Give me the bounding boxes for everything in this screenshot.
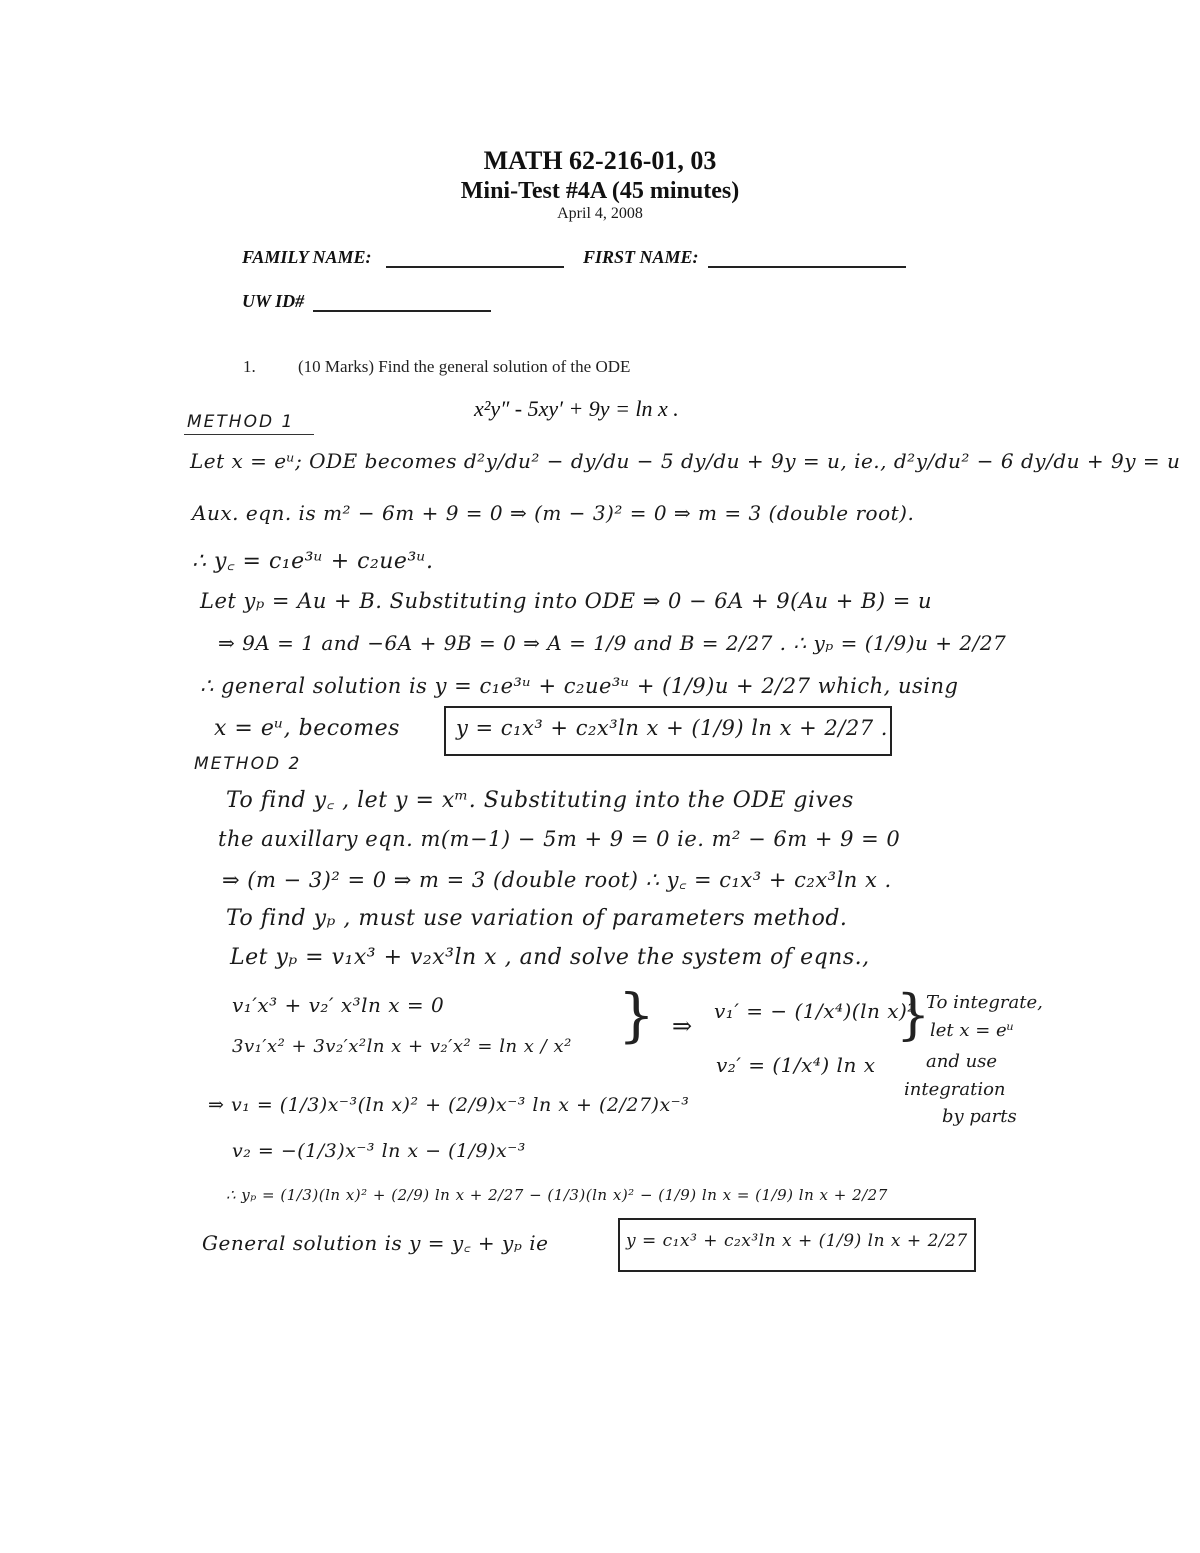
problem-number: 1. <box>243 357 256 376</box>
first-name-label: FIRST NAME: <box>583 247 699 267</box>
family-name-field[interactable] <box>386 266 564 268</box>
method1-line-1: Let x = eᵘ; ODE becomes d²y/du² − dy/du − 5 dy/du + 9y = u, ie., d²y/du² − 6 dy/du + 9y = u <box>190 449 1181 473</box>
course-title: MATH 62-216-01, 03 <box>483 146 717 175</box>
test-date: April 4, 2008 <box>557 205 643 222</box>
method1-underline <box>184 434 314 435</box>
method2-answer: y = c₁x³ + c₂x³ln x + (1/9) ln x + 2/27 <box>626 1231 968 1251</box>
method1-answer: y = c₁x³ + c₂x³ln x + (1/9) ln x + 2/27 . <box>456 716 888 740</box>
method2-result-3: ∴ yₚ = (1/3)(ln x)² + (2/9) ln x + 2/27 − (1/3)(ln x)² − (1/9) ln x = (1/9) ln x + 2/27 <box>226 1186 888 1204</box>
system-eq-2: 3v₁′x² + 3v₂′x²ln x + v₂′x² = ln x / x² <box>232 1036 572 1057</box>
method2-final-prefix: General solution is y = y꜀ + yₚ ie <box>202 1231 549 1255</box>
first-name-field[interactable] <box>708 266 906 268</box>
method1-line-2: Aux. eqn. is m² − 6m + 9 = 0 ⇒ (m − 3)² = 0 ⇒ m = 3 (double root). <box>192 501 915 525</box>
method2-line-2: the auxillary eqn. m(m−1) − 5m + 9 = 0 ie. m² − 6m + 9 = 0 <box>218 827 901 851</box>
family-name-label: FAMILY NAME: <box>242 247 372 267</box>
method1-line-3: ∴ y꜀ = c₁e³ᵘ + c₂ue³ᵘ. <box>192 549 434 574</box>
method2-line-5: Let yₚ = v₁x³ + v₂x³ln x , and solve the system of eqns., <box>230 945 870 970</box>
method2-line-1: To find y꜀ , let y = xᵐ. Substituting into the ODE gives <box>226 788 854 813</box>
side-note-4: integration <box>904 1079 1006 1100</box>
side-brace: } <box>896 983 931 1046</box>
method2-line-3: ⇒ (m − 3)² = 0 ⇒ m = 3 (double root) ∴ y꜀ = c₁x³ + c₂x³ln x . <box>222 868 892 892</box>
method2-line-4: To find yₚ , must use variation of parameters method. <box>226 906 848 931</box>
test-title: Mini-Test #4A (45 minutes) <box>460 178 740 204</box>
method1-line-4: Let yₚ = Au + B. Substituting into ODE ⇒ 0 − 6A + 9(Au + B) = u <box>200 589 933 613</box>
implies-arrow: ⇒ <box>672 1012 693 1040</box>
right-brace: } <box>618 981 655 1049</box>
uwid-label: UW ID# <box>242 291 305 311</box>
problem-ode: x²y″ - 5xy′ + 9y = ln x . <box>474 396 679 421</box>
method1-heading: METHOD 1 <box>187 412 295 432</box>
side-note-3: and use <box>926 1051 998 1072</box>
system-result-1: v₁′ = − (1/x⁴)(ln x)² <box>714 999 916 1023</box>
uwid-field[interactable] <box>313 310 491 312</box>
system-eq-1: v₁′x³ + v₂′ x³ln x = 0 <box>232 993 445 1017</box>
method1-line-6: ∴ general solution is y = c₁e³ᵘ + c₂ue³ᵘ + (1/9)u + 2/27 which, using <box>200 674 959 698</box>
method2-result-2: v₂ = −(1/3)x⁻³ ln x − (1/9)x⁻³ <box>232 1140 526 1162</box>
side-note-5: by parts <box>942 1106 1017 1127</box>
side-note-1: To integrate, <box>926 992 1043 1013</box>
problem-statement: (10 Marks) Find the general solution of the ODE <box>298 357 631 376</box>
method1-line-7: x = eᵘ, becomes <box>214 716 400 741</box>
side-note-2: let x = eᵘ <box>930 1020 1014 1041</box>
method1-line-5: ⇒ 9A = 1 and −6A + 9B = 0 ⇒ A = 1/9 and B = 2/27 . ∴ yₚ = (1/9)u + 2/27 <box>218 631 1007 655</box>
method2-result-1: ⇒ v₁ = (1/3)x⁻³(ln x)² + (2/9)x⁻³ ln x + (2/27)x⁻³ <box>208 1094 690 1116</box>
system-result-2: v₂′ = (1/x⁴) ln x <box>716 1053 876 1077</box>
method2-heading: METHOD 2 <box>194 754 302 774</box>
